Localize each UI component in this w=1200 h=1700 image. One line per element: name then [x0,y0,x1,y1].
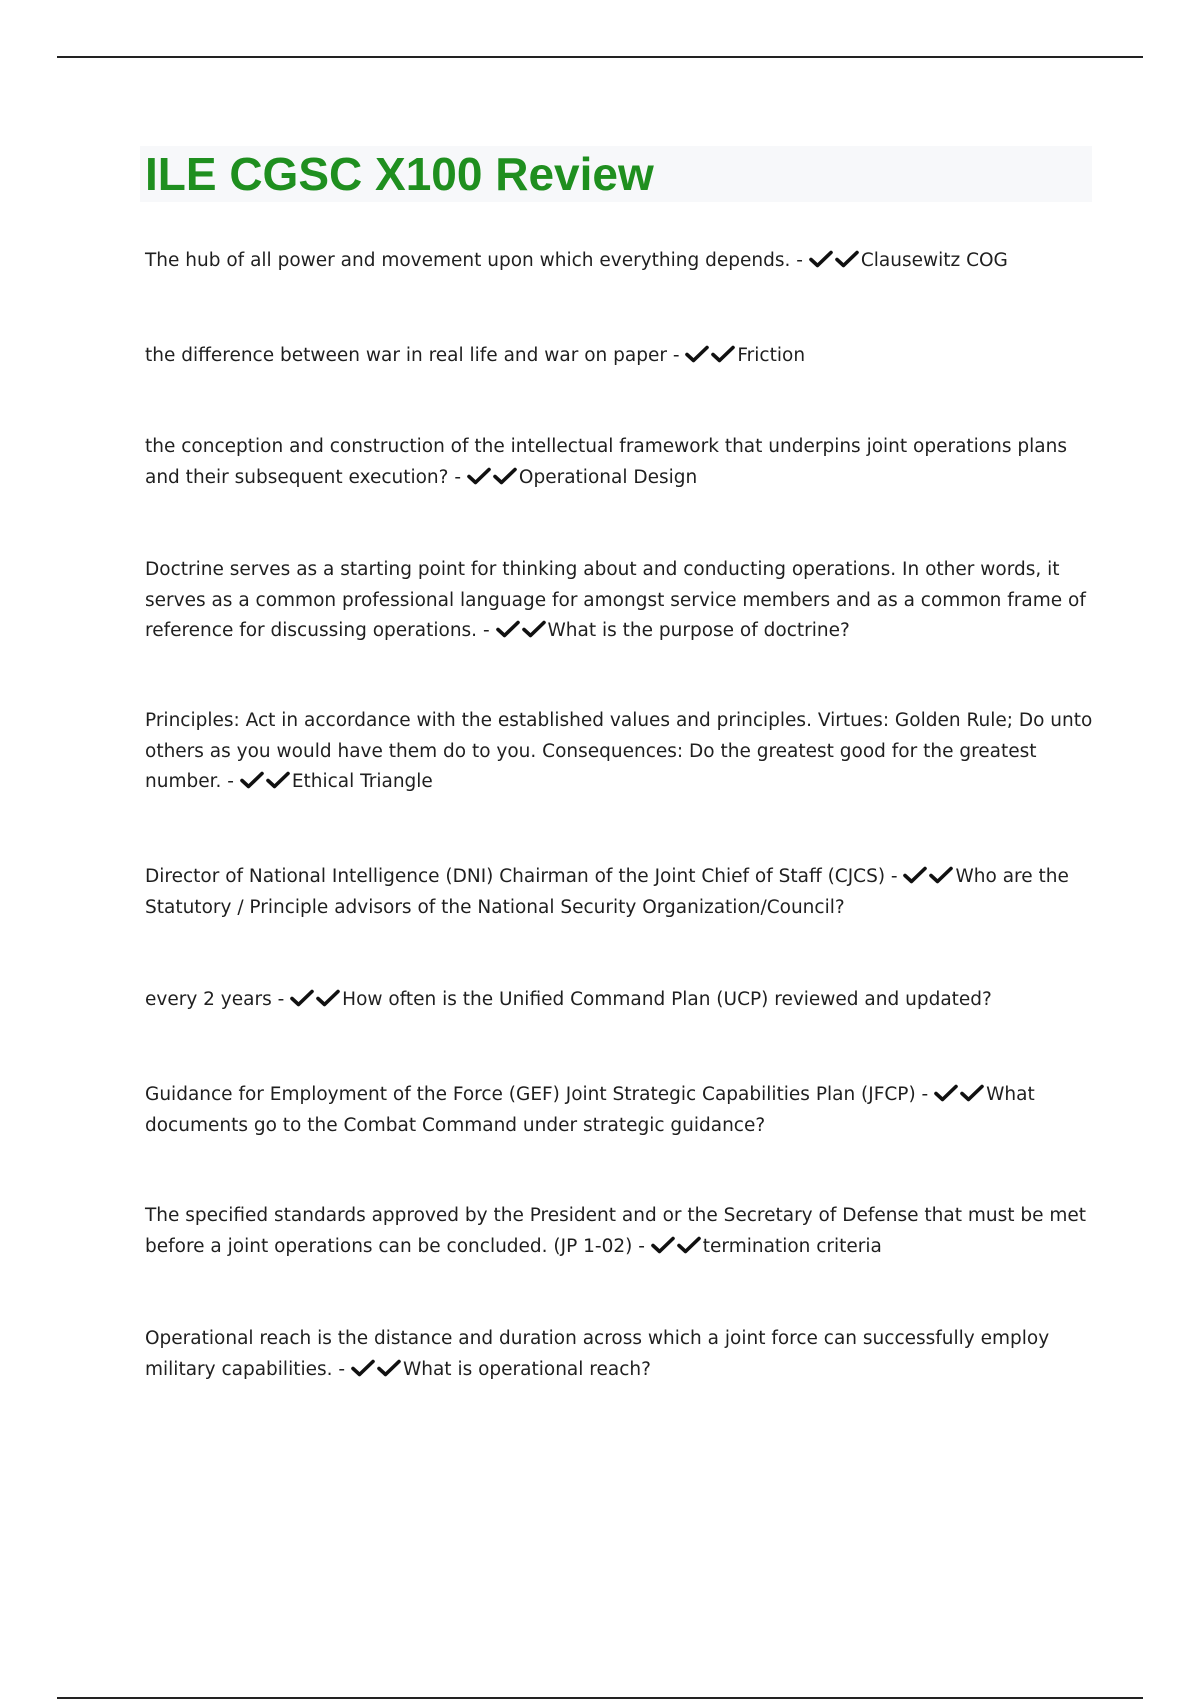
qa-answer: termination criteria [702,1235,882,1257]
check-mark-icon [677,1236,703,1254]
qa-prompt: Operational reach is the distance and duration across which a joint force can successfully employ military capabilities. [145,1328,1050,1380]
qa-answer: Friction [737,345,806,366]
top-rule [57,56,1143,58]
qa-separator: - [448,466,467,488]
check-mark-icon [651,1236,677,1254]
check-mark-icon [493,467,519,485]
qa-separator: - [790,250,809,271]
check-mark-icon [266,771,292,789]
qa-prompt: Guidance for Employment of the Force (GEF) Joint Strategic Capabilities Plan (JFCP) [145,1084,916,1105]
qa-separator: - [915,1084,935,1105]
check-mark-icon [467,467,493,485]
qa-prompt: Director of National Intelligence (DNI) Chairman of the Joint Chief of Staff (CJCS) [145,866,886,887]
qa-separator: - [332,1358,351,1380]
qa-entry [145,246,1095,277]
qa-answer: What is the purpose of doctrine? [547,620,850,641]
qa-prompt: Principles: Act in accordance with the established values and principles. Virtues: Golden Rule; Do unto others as you would have them do to you. Consequences: Do the greatest good for the greatest number. [145,710,1093,792]
check-mark-icon [835,250,861,268]
qa-entry [145,1324,1095,1385]
bottom-rule [57,1697,1143,1699]
qa-prompt: The hub of all power and movement upon which everything depends. [145,250,791,271]
check-mark-icon [496,620,522,638]
qa-answer: Clausewitz COG [860,250,1008,271]
qa-entry [145,555,1095,647]
qa-answer: Ethical Triangle [291,771,433,792]
qa-answer: What documents go to the Combat Command under strategic guidance? [145,1084,1035,1136]
check-mark-icon [240,771,266,789]
qa-separator: - [666,345,686,366]
qa-answer: What is operational reach? [402,1358,651,1380]
check-mark-icon [903,866,929,884]
qa-entry [145,1080,1095,1141]
qa-entry [145,341,1095,372]
qa-answer: How often is the Unified Command Plan (UCP) reviewed and updated? [342,989,992,1010]
qa-separator: - [632,1235,651,1257]
qa-answer: Operational Design [518,466,698,488]
qa-entry [145,985,1095,1016]
qa-answer: Who are the Statutory / Principle advisors of the National Security Organization/Council? [145,866,1069,918]
qa-entry [145,706,1095,798]
qa-entry [145,862,1095,923]
check-mark-icon [809,250,835,268]
qa-prompt: the conception and construction of the intellectual framework that underpins joint operations plans and their subsequent execution? [145,436,1067,488]
qa-prompt: The specified standards approved by the President and or the Secretary of Defense that must be met before a joint operations can be concluded. (JP 1-02) [145,1205,1087,1257]
check-mark-icon [685,345,711,363]
qa-separator: - [885,866,904,887]
check-mark-icon [351,1359,377,1377]
check-mark-icon [711,345,737,363]
qa-separator: - [477,620,496,641]
qa-prompt: Doctrine serves as a starting point for thinking about and conducting operations. In other words, it serves as a common professional language for amongst service members and as a common frame of reference for discussing operations. [145,559,1086,641]
check-mark-icon [934,1084,960,1102]
check-mark-icon [316,989,342,1007]
check-mark-icon [960,1084,986,1102]
qa-separator: - [221,771,240,792]
check-mark-icon [522,620,548,638]
check-mark-icon [290,989,316,1007]
check-mark-icon [377,1359,403,1377]
qa-entry [145,1201,1095,1262]
qa-prompt: every 2 years [145,989,272,1010]
qa-entry [145,432,1095,493]
qa-prompt: the difference between war in real life and war on paper [145,345,667,366]
qa-separator: - [271,989,291,1010]
check-mark-icon [929,866,955,884]
page-title: ILE CGSC X100 Review [145,148,654,200]
